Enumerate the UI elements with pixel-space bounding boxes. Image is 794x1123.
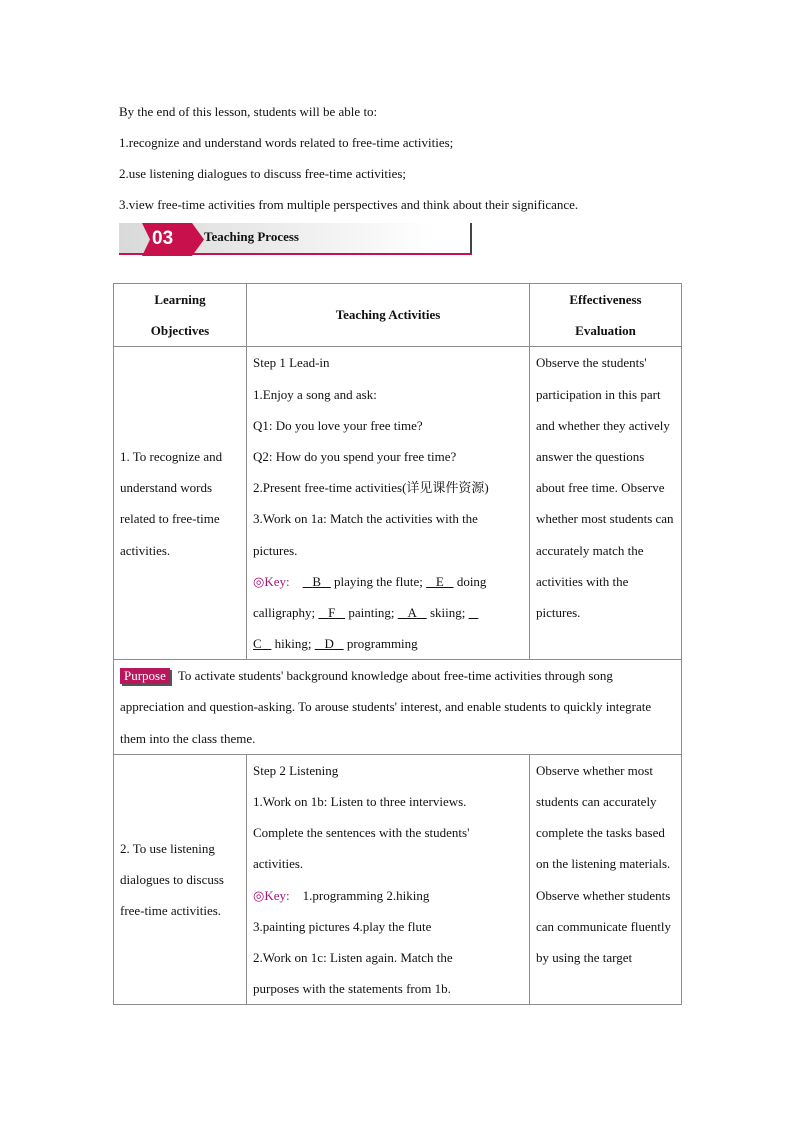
header-activities: Teaching Activities (247, 284, 530, 347)
section-title: Teaching Process (204, 229, 299, 244)
key-answer: D (324, 636, 334, 652)
key-answer: F (328, 604, 336, 620)
key-item: doing (456, 573, 487, 589)
key-answer-blank (469, 605, 479, 620)
key-answer: B (312, 573, 322, 589)
row1-activities (247, 347, 530, 660)
header-evaluation (530, 284, 682, 347)
key-item: painting; (348, 604, 395, 620)
key-item: hiking; (274, 636, 312, 652)
purpose-row (114, 660, 682, 755)
row1-activity-line: 2.Present free-time activities(详见课件资源) (253, 480, 489, 496)
row1-activity-line: 1.Enjoy a song and ask: (253, 386, 377, 402)
header-objectives-line-2: Objectives (150, 323, 210, 339)
key-label: ◎Key: (253, 573, 290, 589)
header-evaluation-line-1: Effectiveness (569, 292, 642, 307)
row2-activities (247, 754, 530, 1005)
row2-activity-line: 1.Work on 1b: Listen to three interviews. (253, 794, 467, 810)
section-banner (119, 223, 472, 256)
row2-step-title: Step 2 Listening (253, 762, 339, 778)
row2-key-line-2: 3.painting pictures 4.play the flute (253, 918, 432, 934)
header-evaluation-line-2: Evaluation (575, 323, 636, 339)
row2-activity-line: activities. (253, 856, 304, 872)
key-item: skiing; (429, 604, 466, 620)
row2-key-line-1 (253, 880, 523, 911)
intro-lead: By the end of this lesson, students will be able to: (119, 104, 378, 119)
header-objectives-line-1: Learning (154, 292, 206, 307)
intro-item-2: 2.use listening dialogues to discuss free-time activities; (119, 166, 407, 181)
section-number: 03 (152, 228, 174, 249)
key-label: ◎Key: (253, 887, 290, 903)
key-answer: A (407, 604, 417, 620)
row1-key-line-3 (253, 628, 523, 659)
header-objectives (114, 284, 247, 347)
purpose-cell (114, 660, 682, 755)
row2-objective-text: 2. To use listening dialogues to discuss free-time activities. (120, 840, 224, 919)
row1-step-title: Step 1 Lead-in (253, 355, 330, 371)
row1-key-line-1 (253, 566, 523, 597)
row1-activity-line: pictures. (253, 542, 298, 558)
table-row (114, 347, 682, 660)
row1-evaluation-text: Observe the students' participation in this part and whether they actively answer the questions about free time. Observe whether most students can accurately match the activities with the pictures. (536, 355, 674, 620)
row1-objective (114, 347, 247, 660)
row2-evaluation (530, 754, 682, 1005)
row2-objective (114, 754, 247, 1005)
row1-activity-line: 3.Work on 1a: Match the activities with the (253, 511, 478, 527)
row1-activity-line: Q1: Do you love your free time? (253, 417, 423, 433)
key-item: calligraphy; (253, 604, 316, 620)
row2-activity-line: Complete the sentences with the students' (253, 825, 470, 841)
key-answer: C (253, 636, 262, 652)
key-answers: 1.programming 2.hiking (302, 887, 430, 903)
purpose-label: Purpose (120, 668, 170, 684)
key-item: playing the flute; (334, 573, 423, 589)
section-number-badge (142, 223, 200, 256)
row1-evaluation (530, 347, 682, 660)
table-header-row (114, 284, 682, 347)
intro-item-3: 3.view free-time activities from multiple perspectives and think about their significance. (119, 197, 579, 212)
key-item: programming (346, 636, 418, 652)
table-row (114, 754, 682, 1005)
row2-activity-line: purposes with the statements from 1b. (253, 981, 451, 997)
row1-objective-text: 1. To recognize and understand words related to free-time activities. (120, 448, 223, 558)
purpose-text-block (120, 660, 675, 754)
row1-activity-line: Q2: How do you spend your free time? (253, 448, 457, 464)
row2-activity-line: 2.Work on 1c: Listen again. Match the (253, 949, 453, 965)
key-answer: E (435, 573, 444, 589)
teaching-process-table (113, 283, 682, 1005)
row2-evaluation-text: Observe whether most students can accurately complete the tasks based on the listening materials. Observe whether students can communicate fluently by using the target (536, 762, 672, 966)
intro-item-1: 1.recognize and understand words related to free-time activities; (119, 135, 454, 150)
row1-key-line-2 (253, 597, 523, 628)
purpose-text: To activate students' background knowledge about free-time activities through song appreciation and question-asking. To arouse students' interest, and enable students to quickly integrate them into the class theme. (120, 668, 652, 746)
